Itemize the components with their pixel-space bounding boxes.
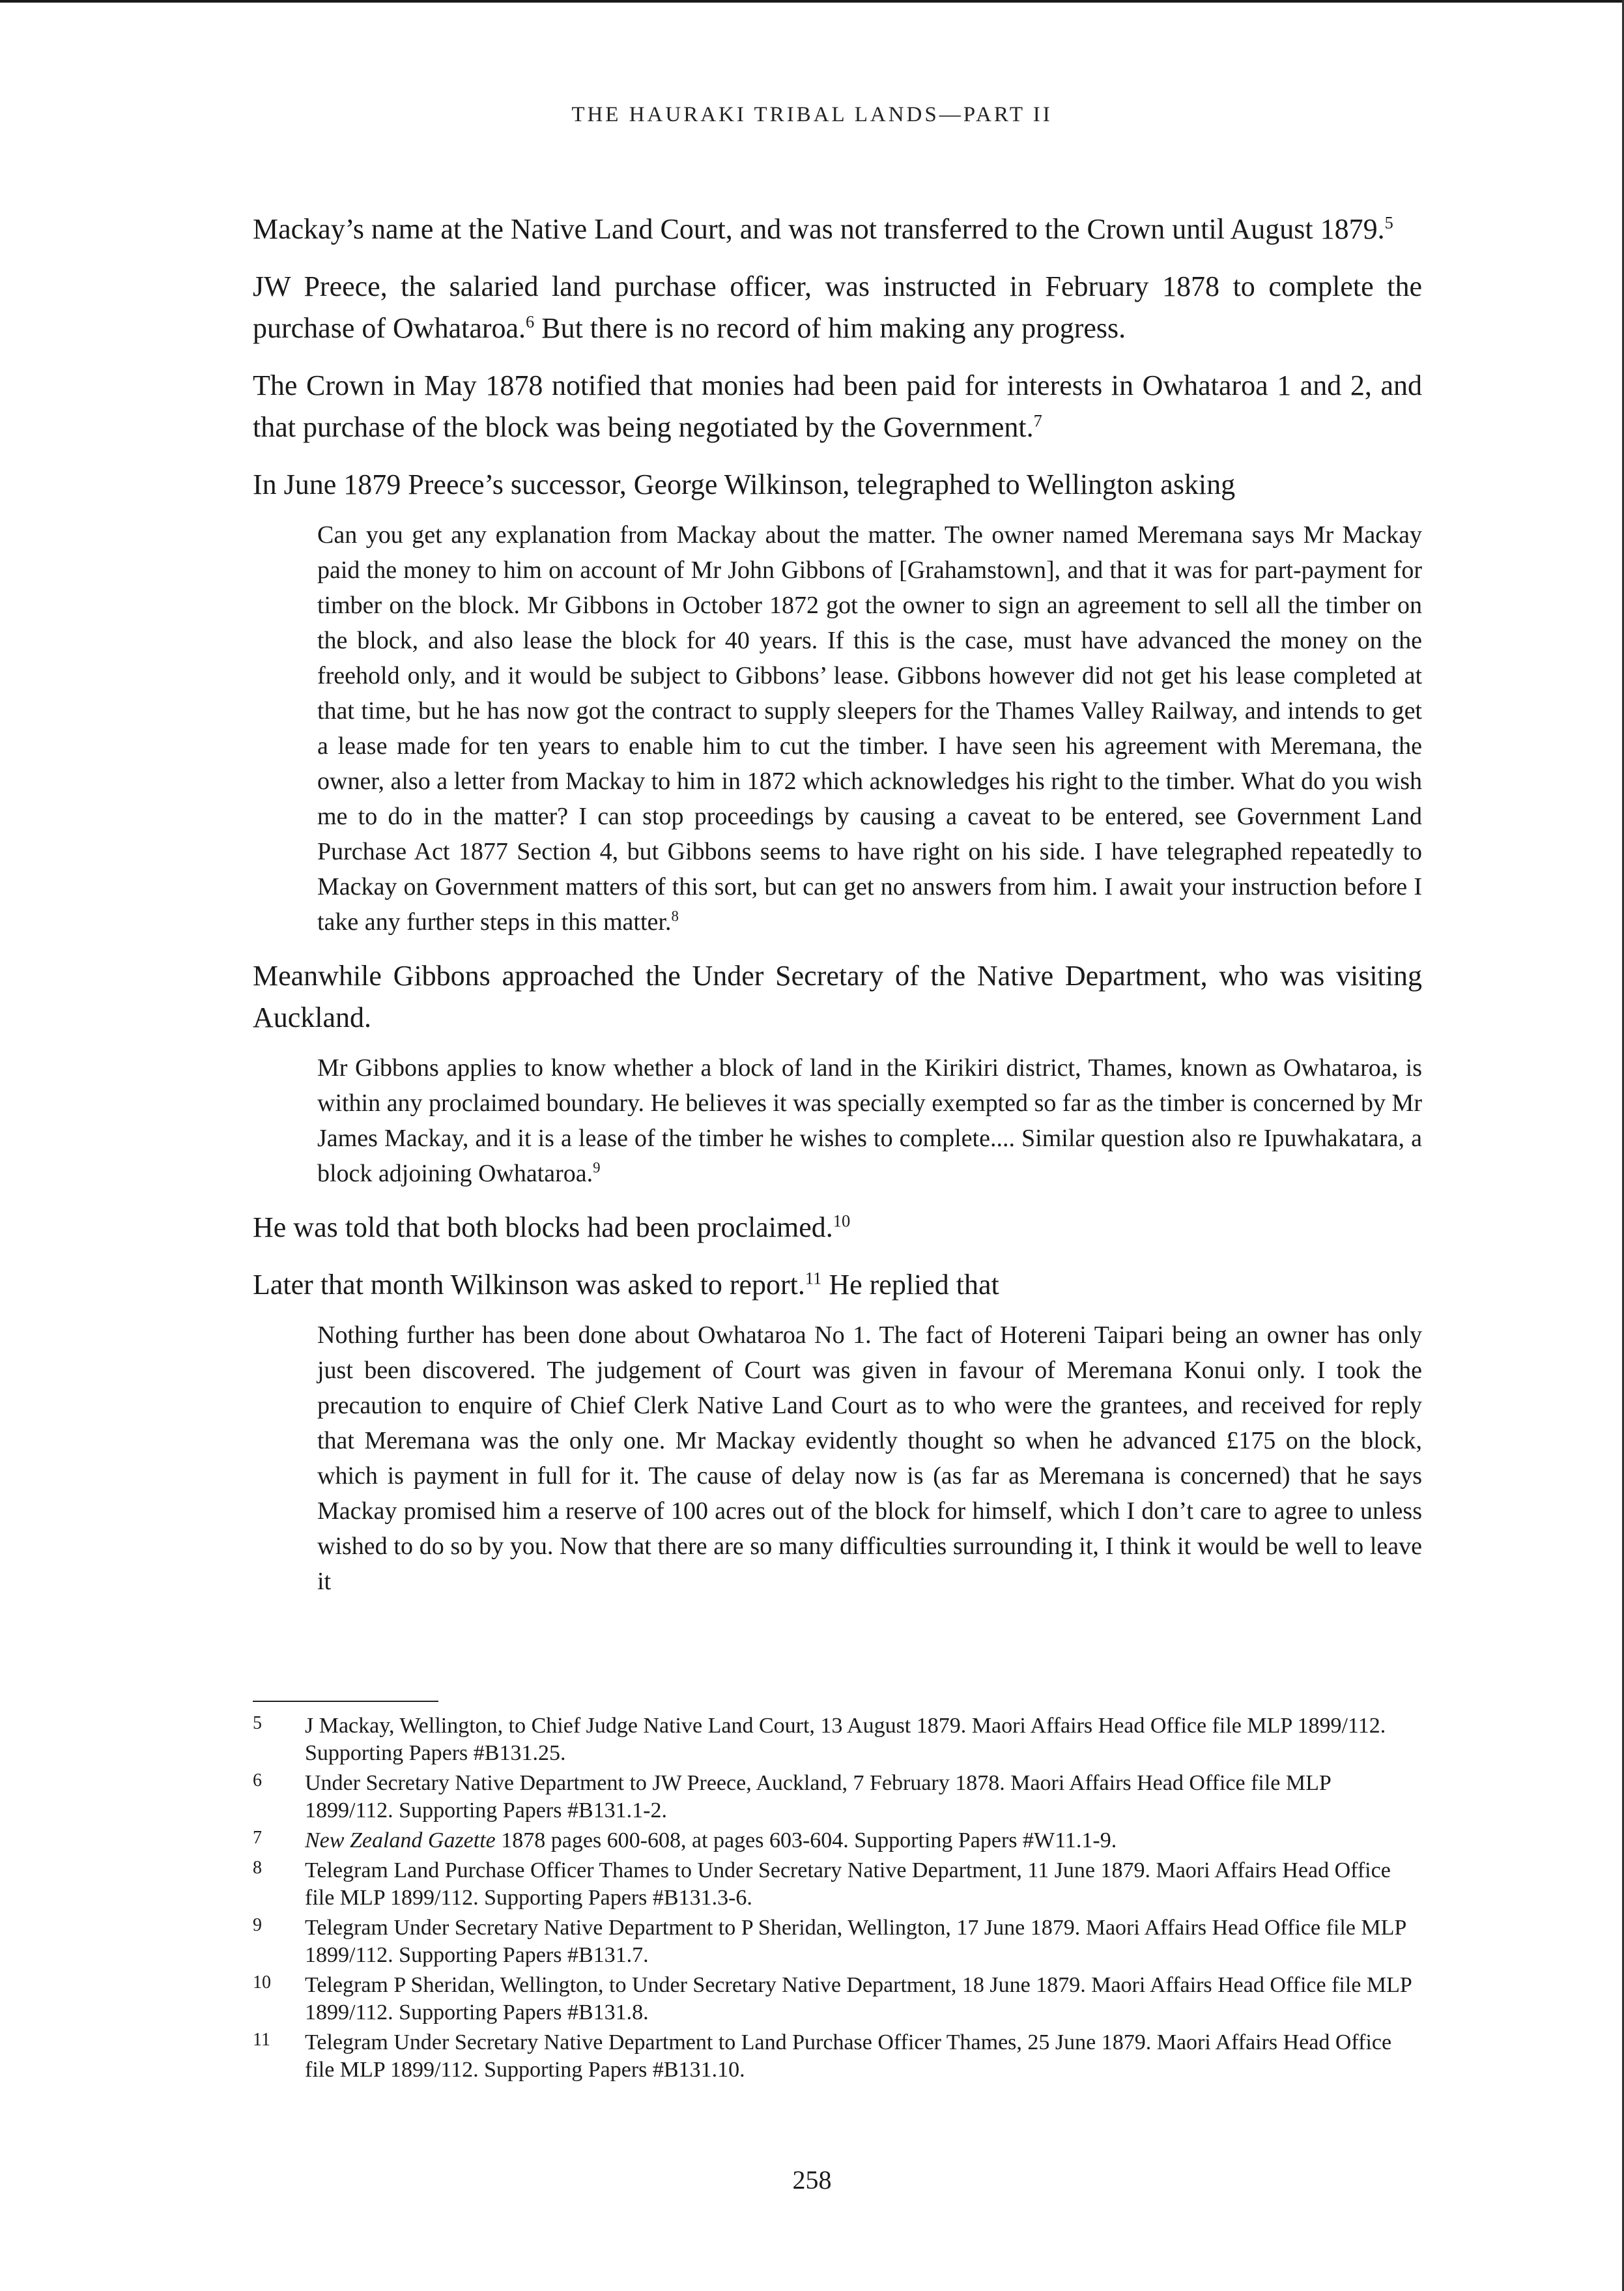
footnote-ref: 5 [1384,212,1393,233]
body-text [253,209,1422,1615]
paragraph [253,266,1422,349]
running-head: THE HAURAKI TRIBAL LANDS—PART II [571,103,1053,126]
paragraph [253,1207,1422,1248]
footnote-ref: 8 [671,908,679,925]
block-quote [317,517,1422,940]
paragraph-text: Meanwhile Gibbons approached the Under Secretary of the Native Department, who was visiting Auckland. [253,960,1422,1033]
quote-text: Nothing further has been done about Owhataroa No 1. The fact of Hotereni Taipari being an owner has only just been discovered. The judgement of Court was given in favour of Meremana Konui only. I took the precaution to enquire of Chief Clerk Native Land Court as to who were the grantees, and received for reply that Meremana was the only one. Mr Mackay evidently thought so when he advanced £175 on the block, which is payment in full for it. The cause of delay now is (as far as Meremana is concerned) that he says Mackay promised him a reserve of 100 acres out of the block for himself, which I don’t care to agree to unless wished to do so by you. Now that there are so many difficulties surrounding it, I think it would be well to leave it [317,1321,1422,1595]
footnote-text: Telegram Under Secretary Native Department to P Sheridan, Wellington, 17 June 1879. Maori Affairs Head Office file MLP 1899/112. Supporting Papers #B131.7. [305,1916,1406,1967]
footnote-divider [253,1701,438,1702]
paragraph-text: Later that month Wilkinson was asked to report. [253,1269,805,1301]
quote-text: Can you get any explanation from Mackay about the matter. The owner named Meremana says Mr Mackay paid the money to him on account of Mr John Gibbons of [Grahamstown], and that it was for part-payment for timber on the block. Mr Gibbons in October 1872 got the owner to sign an agreement to sell all the timber on the block, and also lease the block for 40 years. If this is the case, must have advanced the money on the freehold only, and it would be subject to Gibbons’ lease. Gibbons however did not get his lease completed at that time, but he has now got the contract to supply sleepers for the Thames Valley Railway, and intends to get a lease made for ten years to enable him to cut the timber. I have seen his agreement with Meremana, the owner, also a letter from Mackay to him in 1872 which acknowledges his right to the timber. What do you wish me to do in the matter? I can stop proceedings by causing a caveat to be entered, see Government Land Purchase Act 1877 Section 4, but Gibbons seems to have right on his side. I have telegraphed repeatedly to Mackay on Government matters of this sort, but can get no answers from him. I await your instruction before I take any further steps in this matter. [317,521,1422,936]
paragraph [253,955,1422,1039]
paragraph-text: He was told that both blocks had been proclaimed. [253,1211,833,1243]
footnote [253,1827,1422,1854]
paragraph-text: JW Preece, the salaried land purchase officer, was instructed in February 1878 to complete the purchase of Owhataroa. [253,270,1422,344]
footnote [253,1857,1422,1912]
scan-edge-top [0,0,1624,3]
paragraph [253,1264,1422,1306]
paragraph [253,365,1422,448]
footnote-ref: 6 [526,311,535,332]
paragraph-text: In June 1879 Preece’s successor, George Wilkinson, telegraphed to Wellington asking [253,468,1236,500]
footnote-number: 5 [253,1713,262,1733]
quote-text: Mr Gibbons applies to know whether a block of land in the Kirikiri district, Thames, known as Owhataroa, is within any proclaimed boundary. He believes it was specially exempted so far as the timber is concerned by Mr James Mackay, and it is a lease of the timber he wishes to complete.... Similar question also re Ipuwhakatara, a block adjoining Owhataroa. [317,1054,1422,1187]
footnote-text: J Mackay, Wellington, to Chief Judge Native Land Court, 13 August 1879. Maori Affairs Head Office file MLP 1899/112. Supporting Papers #B131.25. [305,1714,1386,1765]
paragraph-text: But there is no record of him making any progress. [534,312,1126,344]
footnote [253,1914,1422,1969]
paragraph [253,209,1422,250]
footnote [253,1712,1422,1767]
footnote-ref: 11 [805,1268,822,1288]
footnotes [253,1712,1422,2086]
paragraph-text: Mackay’s name at the Native Land Court, and was not transferred to the Crown until August 1879. [253,213,1385,245]
paragraph-text: The Crown in May 1878 notified that monies had been paid for interests in Owhataroa 1 and 2, and that purchase of the block was being negotiated by the Government. [253,369,1422,443]
footnote [253,2029,1422,2084]
footnote [253,1770,1422,1824]
paragraph-text: He replied that [821,1269,999,1301]
footnote-number: 8 [253,1858,262,1878]
footnote-text: Under Secretary Native Department to JW Preece, Auckland, 7 February 1878. Maori Affairs Head Office file MLP 1899/112. Supporting Papers #B131.1-2. [305,1771,1331,1823]
footnote-number: 6 [253,1770,262,1791]
footnote-ref: 10 [833,1211,851,1231]
footnote-text: 1878 pages 600-608, at pages 603-604. Supporting Papers #W11.1-9. [495,1828,1117,1852]
footnote-ref: 7 [1033,411,1042,431]
footnote-number: 10 [253,1972,271,1993]
footnote [253,1972,1422,2026]
footnote-text: Telegram Land Purchase Officer Thames to Under Secretary Native Department, 11 June 1879. Maori Affairs Head Office file MLP 1899/112. Supporting Papers #B131.3-6. [305,1858,1391,1910]
page-number: 258 [792,2165,832,2195]
footnote-text: Telegram P Sheridan, Wellington, to Under Secretary Native Department, 18 June 1879. Maori Affairs Head Office file MLP 1899/112. Supporting Papers #B131.8. [305,1973,1412,2024]
publication-title: New Zealand Gazette [305,1828,496,1852]
block-quote [317,1318,1422,1599]
footnote-text: Telegram Under Secretary Native Department to Land Purchase Officer Thames, 25 June 1879. Maori Affairs Head Office file MLP 1899/112. Supporting Papers #B131.10. [305,2030,1392,2082]
block-quote [317,1050,1422,1191]
footnote-ref: 9 [593,1159,601,1176]
footnote-number: 7 [253,1828,262,1848]
footnote-number: 11 [253,2030,270,2050]
paragraph [253,464,1422,506]
footnote-number: 9 [253,1915,262,1935]
